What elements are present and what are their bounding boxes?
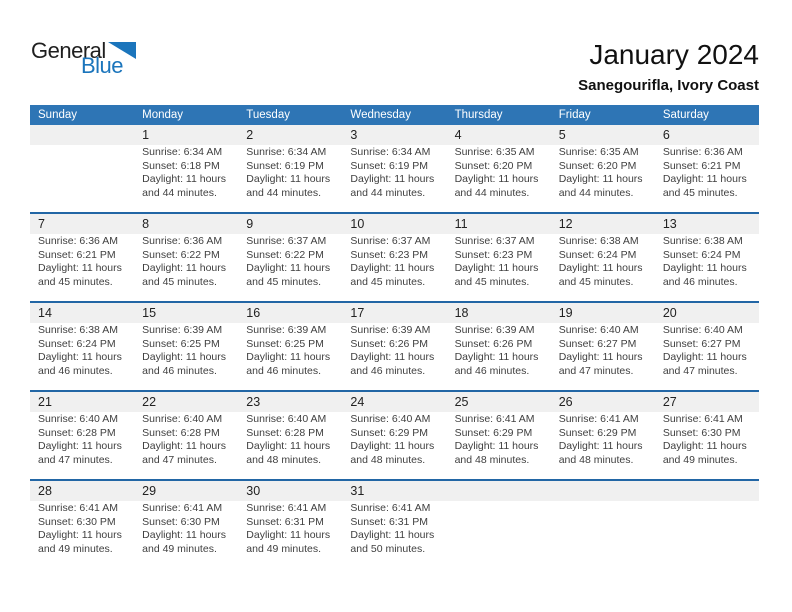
day-header-wednesday: Wednesday	[350, 109, 411, 121]
day-header-friday: Friday	[558, 109, 591, 121]
day-number: 16	[246, 306, 261, 320]
day-number: 12	[558, 217, 573, 231]
daylight-line: Daylight: 11 hours and 44 minutes.	[454, 173, 539, 199]
daylight-line: Daylight: 11 hours and 48 minutes.	[558, 440, 643, 466]
sunset-line: Sunset: 6:22 PM	[246, 248, 324, 261]
day-number-band	[30, 125, 759, 145]
sunrise-line: Sunrise: 6:39 AM	[246, 324, 327, 336]
week-row	[30, 390, 759, 479]
daylight-line: Daylight: 11 hours and 48 minutes.	[246, 440, 331, 466]
sunset-line: Sunset: 6:18 PM	[142, 159, 220, 172]
day-header-saturday: Saturday	[662, 109, 709, 121]
day-cell	[342, 234, 446, 301]
sunset-line: Sunset: 6:22 PM	[142, 248, 220, 261]
day-number-band	[30, 303, 759, 323]
sunrise-line: Sunrise: 6:36 AM	[142, 235, 223, 247]
sunrise-line: Sunrise: 6:41 AM	[558, 413, 639, 425]
empty-day-number	[655, 481, 759, 501]
sunset-line: Sunset: 6:19 PM	[350, 159, 429, 172]
sunset-line: Sunset: 6:28 PM	[142, 426, 220, 439]
empty-day-cell	[30, 145, 134, 212]
day-number: 1	[142, 128, 150, 142]
daylight-line: Daylight: 11 hours and 44 minutes.	[558, 173, 643, 199]
day-header-row	[30, 105, 759, 125]
sunrise-line: Sunrise: 6:40 AM	[350, 413, 431, 425]
day-cell	[134, 323, 238, 390]
sunset-line: Sunset: 6:24 PM	[558, 248, 637, 261]
daylight-line: Daylight: 11 hours and 48 minutes.	[350, 440, 435, 466]
day-cell	[551, 412, 655, 479]
day-number: 3	[350, 128, 358, 142]
day-number: 24	[350, 395, 365, 409]
day-cell	[30, 412, 134, 479]
day-cell	[238, 234, 342, 301]
sunset-line: Sunset: 6:23 PM	[350, 248, 429, 261]
daylight-line: Daylight: 11 hours and 46 minutes.	[142, 351, 226, 377]
sunset-line: Sunset: 6:30 PM	[662, 426, 741, 439]
day-header-tuesday: Tuesday	[246, 109, 290, 121]
daylight-line: Daylight: 11 hours and 49 minutes.	[662, 440, 747, 466]
sunrise-line: Sunrise: 6:41 AM	[38, 502, 118, 514]
empty-day-number	[551, 481, 655, 501]
sunset-line: Sunset: 6:26 PM	[350, 337, 429, 350]
day-cell	[447, 412, 551, 479]
day-number: 26	[558, 395, 573, 409]
calendar-grid	[30, 105, 759, 568]
sunrise-line: Sunrise: 6:37 AM	[350, 235, 431, 247]
day-cell	[238, 412, 342, 479]
sunrise-line: Sunrise: 6:36 AM	[38, 235, 118, 247]
title-block	[578, 40, 759, 94]
day-cell	[447, 323, 551, 390]
day-number: 9	[246, 217, 254, 231]
week-row	[30, 212, 759, 301]
sunset-line: Sunset: 6:25 PM	[246, 337, 324, 350]
day-cell	[551, 145, 655, 212]
daylight-line: Daylight: 11 hours and 46 minutes.	[454, 351, 539, 377]
sunrise-line: Sunrise: 6:34 AM	[350, 146, 431, 158]
sunrise-line: Sunrise: 6:40 AM	[246, 413, 327, 425]
day-details-row	[30, 234, 759, 301]
day-cell	[551, 234, 655, 301]
day-number: 13	[662, 217, 677, 231]
sunset-line: Sunset: 6:27 PM	[558, 337, 637, 350]
day-cell	[342, 145, 446, 212]
day-header-thursday: Thursday	[454, 109, 503, 121]
day-number: 19	[558, 306, 573, 320]
day-number: 28	[38, 484, 52, 498]
daylight-line: Daylight: 11 hours and 44 minutes.	[350, 173, 435, 199]
sunrise-line: Sunrise: 6:35 AM	[558, 146, 639, 158]
day-number: 31	[350, 484, 365, 498]
daylight-line: Daylight: 11 hours and 49 minutes.	[38, 529, 122, 555]
day-number: 7	[38, 217, 45, 231]
day-header-sunday: Sunday	[38, 109, 78, 121]
sunset-line: Sunset: 6:24 PM	[662, 248, 741, 261]
sunset-line: Sunset: 6:21 PM	[662, 159, 741, 172]
daylight-line: Daylight: 11 hours and 46 minutes.	[350, 351, 435, 377]
daylight-line: Daylight: 11 hours and 48 minutes.	[454, 440, 539, 466]
day-number: 2	[246, 128, 254, 142]
daylight-line: Daylight: 11 hours and 46 minutes.	[662, 262, 747, 288]
sunset-line: Sunset: 6:30 PM	[38, 515, 116, 528]
day-number: 18	[454, 306, 469, 320]
day-number: 6	[662, 128, 670, 142]
logo-blue-text: Blue	[81, 53, 124, 78]
day-cell	[238, 501, 342, 568]
day-number: 25	[454, 395, 469, 409]
day-cell	[134, 412, 238, 479]
day-details-row	[30, 323, 759, 390]
day-cell	[655, 412, 759, 479]
sunset-line: Sunset: 6:29 PM	[350, 426, 429, 439]
sunrise-line: Sunrise: 6:40 AM	[662, 324, 743, 336]
day-number: 15	[142, 306, 157, 320]
day-cell	[551, 323, 655, 390]
sunset-line: Sunset: 6:21 PM	[38, 248, 116, 261]
week-row	[30, 479, 759, 568]
sunrise-line: Sunrise: 6:38 AM	[662, 235, 743, 247]
day-number: 23	[246, 395, 261, 409]
day-cell	[30, 234, 134, 301]
page-subtitle: Sanegourifla, Ivory Coast	[578, 77, 759, 94]
sunset-line: Sunset: 6:31 PM	[350, 515, 429, 528]
sunrise-line: Sunrise: 6:39 AM	[142, 324, 223, 336]
sunrise-line: Sunrise: 6:40 AM	[38, 413, 118, 425]
sunrise-line: Sunrise: 6:41 AM	[350, 502, 431, 514]
day-number: 17	[350, 306, 365, 320]
day-number-band	[30, 481, 759, 501]
sunset-line: Sunset: 6:28 PM	[246, 426, 324, 439]
sunrise-line: Sunrise: 6:38 AM	[38, 324, 118, 336]
day-cell	[447, 234, 551, 301]
day-cell	[447, 145, 551, 212]
day-cell	[30, 501, 134, 568]
sunrise-line: Sunrise: 6:34 AM	[142, 146, 223, 158]
general-blue-logo	[31, 40, 136, 77]
day-number: 29	[142, 484, 157, 498]
empty-day-number	[447, 481, 551, 501]
day-number: 20	[662, 306, 677, 320]
day-cell	[342, 412, 446, 479]
daylight-line: Daylight: 11 hours and 45 minutes.	[142, 262, 226, 288]
sunset-line: Sunset: 6:23 PM	[454, 248, 533, 261]
daylight-line: Daylight: 11 hours and 44 minutes.	[246, 173, 331, 199]
sunrise-line: Sunrise: 6:41 AM	[246, 502, 327, 514]
sunrise-line: Sunrise: 6:40 AM	[142, 413, 223, 425]
daylight-line: Daylight: 11 hours and 49 minutes.	[246, 529, 331, 555]
day-number: 8	[142, 217, 150, 231]
day-cell	[238, 145, 342, 212]
day-details-row	[30, 145, 759, 212]
empty-day-cell	[447, 501, 551, 568]
day-cell	[655, 323, 759, 390]
calendar-weeks	[30, 125, 759, 568]
sunrise-line: Sunrise: 6:39 AM	[454, 324, 535, 336]
daylight-line: Daylight: 11 hours and 47 minutes.	[558, 351, 643, 377]
daylight-line: Daylight: 11 hours and 50 minutes.	[350, 529, 435, 555]
day-cell	[134, 234, 238, 301]
daylight-line: Daylight: 11 hours and 45 minutes.	[662, 173, 747, 199]
day-cell	[655, 234, 759, 301]
empty-day-number	[30, 125, 134, 145]
day-number-band	[30, 214, 759, 234]
day-number-band	[30, 392, 759, 412]
sunrise-line: Sunrise: 6:38 AM	[558, 235, 639, 247]
daylight-line: Daylight: 11 hours and 47 minutes.	[38, 440, 122, 466]
sunrise-line: Sunrise: 6:37 AM	[246, 235, 327, 247]
sunrise-line: Sunrise: 6:34 AM	[246, 146, 327, 158]
sunrise-line: Sunrise: 6:39 AM	[350, 324, 431, 336]
day-number: 21	[38, 395, 52, 409]
empty-day-cell	[655, 501, 759, 568]
day-cell	[342, 323, 446, 390]
daylight-line: Daylight: 11 hours and 47 minutes.	[142, 440, 226, 466]
daylight-line: Daylight: 11 hours and 46 minutes.	[246, 351, 331, 377]
sunrise-line: Sunrise: 6:41 AM	[454, 413, 535, 425]
week-row	[30, 125, 759, 212]
day-number: 22	[142, 395, 157, 409]
daylight-line: Daylight: 11 hours and 49 minutes.	[142, 529, 226, 555]
daylight-line: Daylight: 11 hours and 46 minutes.	[38, 351, 122, 377]
page-title: January 2024	[589, 39, 759, 70]
sunset-line: Sunset: 6:24 PM	[38, 337, 116, 350]
day-number: 27	[662, 395, 677, 409]
sunrise-line: Sunrise: 6:41 AM	[662, 413, 743, 425]
day-number: 5	[558, 128, 566, 142]
day-cell	[30, 323, 134, 390]
day-number: 4	[454, 128, 462, 142]
day-details-row	[30, 412, 759, 479]
daylight-line: Daylight: 11 hours and 45 minutes.	[350, 262, 435, 288]
sunrise-line: Sunrise: 6:37 AM	[454, 235, 535, 247]
day-cell	[134, 145, 238, 212]
daylight-line: Daylight: 11 hours and 45 minutes.	[454, 262, 539, 288]
sunset-line: Sunset: 6:20 PM	[454, 159, 533, 172]
sunset-line: Sunset: 6:31 PM	[246, 515, 324, 528]
day-cell	[342, 501, 446, 568]
sunrise-line: Sunrise: 6:35 AM	[454, 146, 535, 158]
day-cell	[238, 323, 342, 390]
sunset-line: Sunset: 6:29 PM	[454, 426, 533, 439]
daylight-line: Daylight: 11 hours and 44 minutes.	[142, 173, 226, 199]
sunset-line: Sunset: 6:19 PM	[246, 159, 324, 172]
logo-general-text: General	[31, 38, 106, 63]
sunset-line: Sunset: 6:28 PM	[38, 426, 116, 439]
daylight-line: Daylight: 11 hours and 45 minutes.	[38, 262, 122, 288]
sunset-line: Sunset: 6:29 PM	[558, 426, 637, 439]
sunset-line: Sunset: 6:26 PM	[454, 337, 533, 350]
daylight-line: Daylight: 11 hours and 45 minutes.	[558, 262, 643, 288]
sunset-line: Sunset: 6:20 PM	[558, 159, 637, 172]
sunset-line: Sunset: 6:25 PM	[142, 337, 220, 350]
day-cell	[655, 145, 759, 212]
day-number: 14	[38, 306, 52, 320]
daylight-line: Daylight: 11 hours and 47 minutes.	[662, 351, 747, 377]
day-cell	[134, 501, 238, 568]
sunrise-line: Sunrise: 6:41 AM	[142, 502, 223, 514]
sunset-line: Sunset: 6:30 PM	[142, 515, 220, 528]
sunrise-line: Sunrise: 6:40 AM	[558, 324, 639, 336]
daylight-line: Daylight: 11 hours and 45 minutes.	[246, 262, 331, 288]
week-row	[30, 301, 759, 390]
empty-day-cell	[551, 501, 655, 568]
day-header-monday: Monday	[142, 109, 184, 121]
day-number: 11	[454, 217, 468, 231]
day-number: 10	[350, 217, 365, 231]
sunset-line: Sunset: 6:27 PM	[662, 337, 741, 350]
sunrise-line: Sunrise: 6:36 AM	[662, 146, 743, 158]
day-number: 30	[246, 484, 261, 498]
day-details-row	[30, 501, 759, 568]
